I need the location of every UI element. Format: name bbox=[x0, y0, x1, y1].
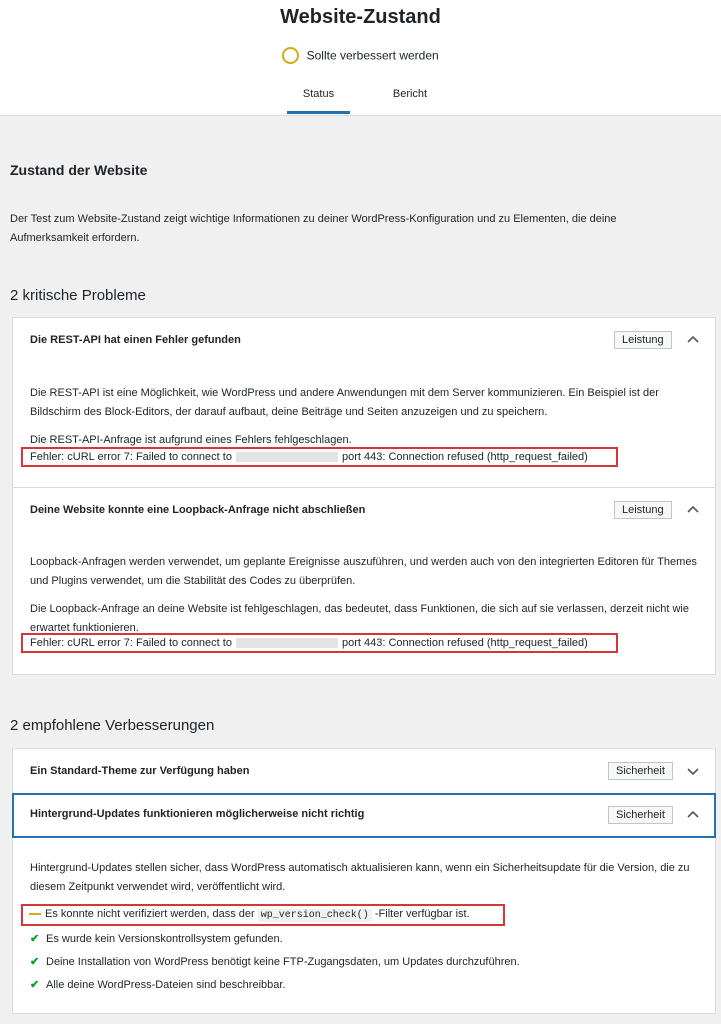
focused-accordion[interactable] bbox=[12, 793, 716, 838]
code-snippet: wp_version_check() bbox=[258, 909, 372, 922]
checkmark-icon: ✔ bbox=[30, 933, 40, 945]
badge-performance: Leistung bbox=[614, 501, 672, 519]
warning-message: Es konnte nicht verifiziert werden, dass der wp_version_check() -Filter verfügbar ist. bbox=[21, 904, 505, 926]
critical-issues-panel bbox=[12, 317, 716, 675]
status-text: Sollte verbessert werden bbox=[306, 48, 439, 63]
chevron-up-icon[interactable] bbox=[685, 331, 701, 347]
tab-report[interactable]: Bericht bbox=[392, 88, 428, 100]
error-message: Fehler: cURL error 7: Failed to connect to port 443: Connection refused (http_request_failed) bbox=[21, 633, 618, 653]
checkmark-icon: ✔ bbox=[30, 979, 40, 991]
section-heading: Zustand der Website bbox=[10, 162, 148, 178]
recommendation-title[interactable]: Ein Standard-Theme zur Verfügung haben bbox=[30, 765, 250, 777]
issue-description: Loopback-Anfragen werden verwendet, um geplante Ereignisse auszuführen, und werden auch von den integrierten Editoren für Themes und Plugins verwendet, um die Stabilität des Codes zu überprüfen. bbox=[30, 556, 697, 587]
recommendation-title: Hintergrund-Updates funktionieren möglicherweise nicht richtig bbox=[30, 808, 365, 820]
status-circle-icon bbox=[282, 47, 299, 64]
status-indicator bbox=[0, 48, 721, 65]
issue-title[interactable]: Deine Website konnte eine Loopback-Anfrage nicht abschließen bbox=[30, 504, 366, 516]
page-header bbox=[0, 0, 721, 116]
issue-detail: Die Loopback-Anfrage an deine Website ist fehlgeschlagen, das bedeutet, dass Funktionen, die sich auf sie verlassen, derzeit nicht wie erwartet funktionieren. bbox=[30, 603, 689, 634]
recommended-panel bbox=[12, 748, 716, 1014]
issue-title[interactable]: Die REST-API hat einen Fehler gefunden bbox=[30, 334, 241, 346]
redacted-host bbox=[236, 452, 338, 462]
error-message: Fehler: cURL error 7: Failed to connect to port 443: Connection refused (http_request_failed) bbox=[21, 447, 618, 467]
tab-status[interactable]: Status bbox=[287, 88, 350, 114]
check-item: ✔ Alle deine WordPress-Dateien sind beschreibbar. bbox=[30, 979, 286, 991]
chevron-down-icon[interactable] bbox=[685, 763, 701, 779]
checkmark-icon: ✔ bbox=[30, 956, 40, 968]
badge-performance: Leistung bbox=[614, 331, 672, 349]
recommendation-description: Hintergrund-Updates stellen sicher, dass WordPress automatisch aktualisieren kann, wenn ein Sicherheitsupdate für die Version, die zu diesem Zeitpunkt verwendet wird, veröffentlicht wird. bbox=[30, 862, 690, 893]
issue-detail: Die REST-API-Anfrage ist aufgrund eines Fehlers fehlgeschlagen. bbox=[30, 434, 352, 446]
badge-security: Sicherheit bbox=[608, 806, 673, 824]
divider bbox=[13, 487, 715, 488]
warning-dash-icon bbox=[29, 913, 41, 915]
chevron-up-icon bbox=[685, 806, 701, 822]
issue-description: Die REST-API ist eine Möglichkeit, wie WordPress und andere Anwendungen mit dem Server kommunizieren. Ein Beispiel ist der Bildschirm des Block-Editors, der darauf aufbaut, deine Beiträge und Seiten anzuzeigen und zu speichern. bbox=[30, 387, 659, 418]
chevron-up-icon[interactable] bbox=[685, 501, 701, 517]
badge-security: Sicherheit bbox=[608, 762, 673, 780]
page-title: Website-Zustand bbox=[280, 6, 441, 28]
recommended-heading: 2 empfohlene Verbesserungen bbox=[10, 717, 215, 734]
redacted-host bbox=[236, 638, 338, 648]
check-item: ✔ Deine Installation von WordPress benötigt keine FTP-Zugangsdaten, um Updates durchzuführen. bbox=[30, 956, 520, 968]
intro-text: Der Test zum Website-Zustand zeigt wichtige Informationen zu deiner WordPress-Konfiguration und zu Elementen, die deine Aufmerksamkeit erfordern. bbox=[10, 213, 617, 244]
critical-heading: 2 kritische Probleme bbox=[10, 287, 146, 304]
check-item: ✔ Es wurde kein Versionskontrollsystem gefunden. bbox=[30, 933, 283, 945]
